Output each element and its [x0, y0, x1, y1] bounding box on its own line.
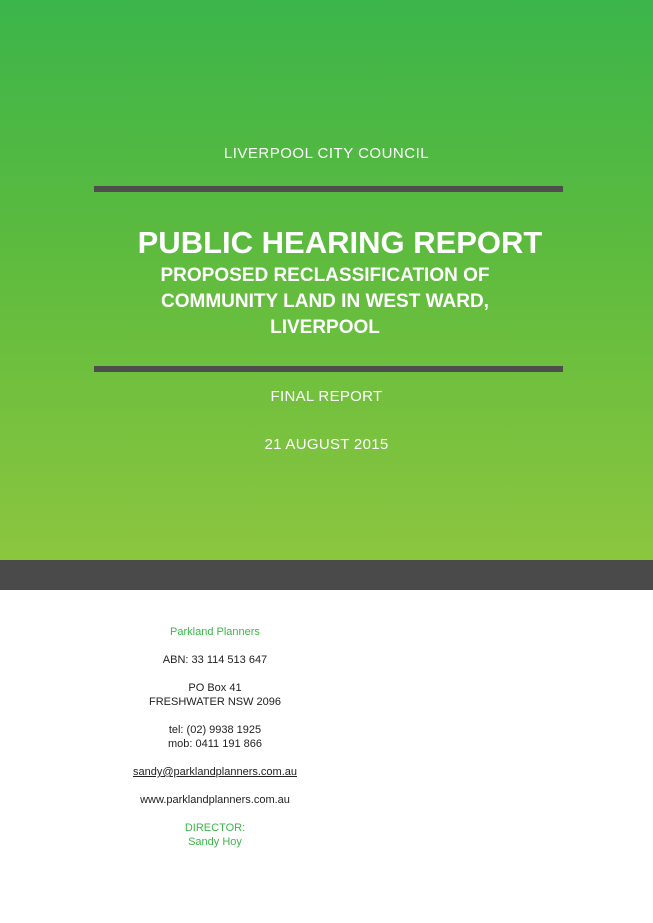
- bottom-divider: [94, 366, 563, 372]
- address-line: FRESHWATER NSW 2096: [148, 696, 282, 708]
- subtitle-line: LIVERPOOL: [270, 317, 380, 338]
- subtitle-line: PROPOSED RECLASSIFICATION OF: [160, 265, 490, 286]
- email-link[interactable]: sandy@parklandplanners.com.au: [132, 766, 298, 778]
- phone: tel: (02) 9938 1925: [168, 724, 262, 736]
- report-status: FINAL REPORT: [270, 388, 383, 405]
- company-name: Parkland Planners: [170, 626, 260, 638]
- subtitle-line: COMMUNITY LAND IN WEST WARD,: [161, 291, 489, 312]
- address-line: PO Box 41: [188, 682, 242, 694]
- contact-block: [100, 625, 330, 849]
- report-subtitle: [100, 263, 550, 341]
- report-title: PUBLIC HEARING REPORT: [137, 225, 543, 260]
- mobile: mob: 0411 191 866: [168, 738, 262, 750]
- website-link[interactable]: www.parklandplanners.com.au: [140, 794, 290, 806]
- director-label: DIRECTOR:: [184, 822, 246, 834]
- footer-band: [0, 560, 653, 590]
- abn: ABN: 33 114 513 647: [162, 654, 268, 666]
- director-name: Sandy Hoy: [188, 836, 242, 848]
- council-name: LIVERPOOL CITY COUNCIL: [223, 145, 430, 162]
- report-date: 21 AUGUST 2015: [264, 436, 389, 453]
- top-divider: [94, 186, 563, 192]
